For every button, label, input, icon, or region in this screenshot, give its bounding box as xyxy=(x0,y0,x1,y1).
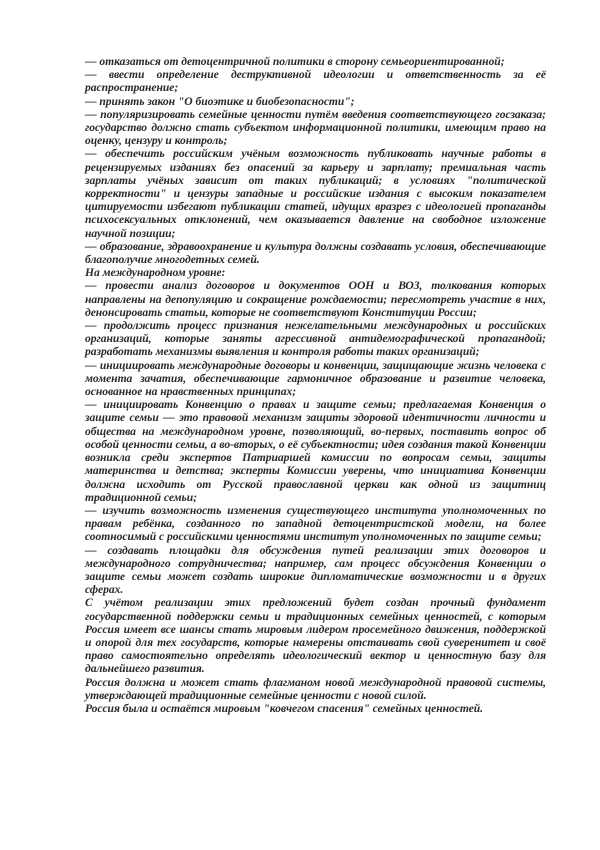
paragraph-8: — провести анализ договоров и документов ООН и ВОЗ, толкования которых направлены на депопуляцию и сокращение рождаемости; пересмотреть участие в них, денонсировать статьи, которые не соответствуют Конституции России; xyxy=(85,279,546,319)
paragraph-3: — принять закон "О биоэтике и биобезопасности"; xyxy=(85,94,355,108)
paragraph-2: — ввести определение деструктивной идеологии и ответственность за её распространение; xyxy=(85,68,546,95)
paragraph-16: Россия была и остаётся мировым "ковчегом спасения" семейных ценностей. xyxy=(85,701,483,715)
paragraph-6: — образование, здравоохранение и культура должны создавать условия, обеспечивающие благополучие многодетных семей. xyxy=(85,239,546,267)
paragraph-1: — отказаться от детоцентричной политики в сторону семьеориентированной; xyxy=(85,55,505,68)
paragraph-5: — обеспечить российским учёным возможность публиковать научные работы в рецензируемых изданиях без опасений за карьеру и зарплату; премиальная часть зарплаты учёных зависит от таких публикаций; в условиях "политической корректности" и цензуры западные и российские издания с высоким показателем цитируемости избегают публикации статей, идущих вразрез с идеологией пропаганды психосексуальных отклонений, чем оказывается давление на свободное изложение научной позиции; xyxy=(85,147,546,240)
paragraph-11: — инициировать Конвенцию о правах и защите семьи; предлагаемая Конвенция о защите семьи — это правовой механизм защиты здоровой идентичности личности и общества на международном уровне, позволяющий, во-первых, поставить вопрос об особой ценности семьи, а во-вторых, о её субъектности; идея создания такой Конвенции возникла среди экспертов Патриаршей комиссии по вопросам семьи, защиты материнства и детства; эксперты Комиссии уверены, что инициатива Конвенции должна исходить от Русской православной церкви как одной из защитниц традиционной семьи; xyxy=(85,398,546,504)
paragraph-14: С учётом реализации этих предложений будет создан прочный фундамент государственной поддержки семьи и традиционных семейных ценностей, с которым Россия имеет все шансы стать мировым лидером просемейного движения, поддержкой и опорой для тех государств, которые намерены отстаивать свой суверенитет и своё право самостоятельно определять идеологический вектор и ценностную базу для дальнейшего развития. xyxy=(85,596,546,676)
paragraph-15: Россия должна и может стать флагманом новой международной правовой системы, утверждающей традиционные семейные ценности с новой силой. xyxy=(85,675,546,702)
section-heading-international: На международном уровне: xyxy=(85,266,226,280)
paragraph-4: — популяризировать семейные ценности путём введения соответствующего госзаказа; государство должно стать субъектом информационной политики, имеющим право на оценку, цензуру и контроль; xyxy=(85,107,546,148)
paragraph-10: — инициировать международные договоры и конвенции, защищающие жизнь человека с момента зачатия, обеспечивающие гармоничное образование и развитие человека, основанное на нравственных принципах; xyxy=(85,358,546,399)
paragraph-9: — продолжить процесс признания нежелательными международных и российских организаций, которые заняты агрессивной антидемографической пропагандой; разработать механизмы выявления и контроля работы таких организаций; xyxy=(85,319,546,359)
document-page xyxy=(85,55,546,715)
paragraph-13: — создавать площадки для обсуждения путей реализации этих договоров и международного сотрудничества; например, сам процесс обсуждения Конвенции о защите семьи может создать широкие дипломатические возможности и в других сферах. xyxy=(85,543,546,597)
paragraph-12: — изучить возможность изменения существующего института уполномоченных по правам ребёнка, созданного по западной детоцентристской модели, на более соотносимый с российскими ценностями институт уполномоченных по защите семьи; xyxy=(85,503,546,544)
